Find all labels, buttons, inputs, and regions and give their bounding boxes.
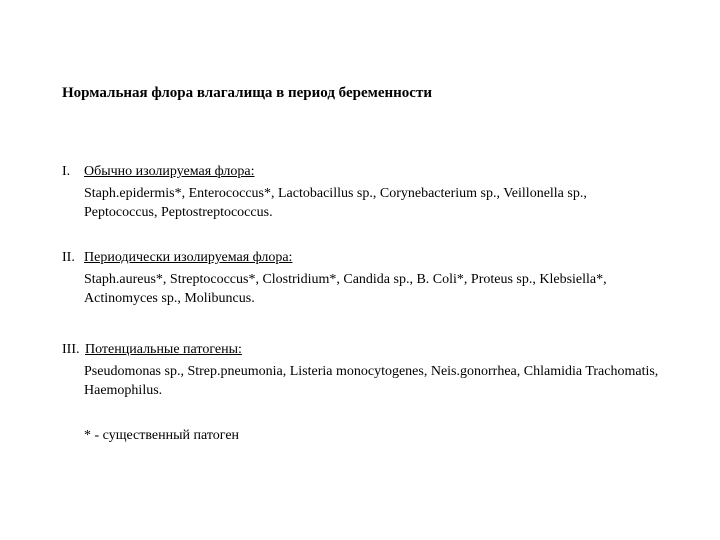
section-usual-flora	[62, 162, 662, 222]
section-heading-row	[62, 340, 662, 359]
section-numeral: III.	[62, 342, 80, 357]
footnote: * - существенный патоген	[84, 428, 240, 443]
page-title: Нормальная флора влагалища в период беременности	[62, 85, 432, 101]
section-heading: Обычно изолируемая флора:	[84, 164, 255, 179]
section-numeral: II.	[62, 250, 75, 265]
section-organism-list: Staph.epidermis*, Enterococcus*, Lactobacillus sp., Corynebacterium sp., Veillonella sp., Peptococcus, Peptostreptococcus.	[84, 186, 587, 220]
section-heading-row	[62, 162, 662, 181]
section-organism-list: Staph.aureus*, Streptococcus*, Clostridium*, Candida sp., B. Coli*, Proteus sp., Klebsiella*, Actinomyces sp., Molibuncus.	[84, 272, 607, 306]
section-heading: Потенциальные патогены:	[85, 342, 242, 357]
section-heading: Периодически изолируемая флора:	[84, 250, 293, 265]
section-organism-list: Pseudomonas sp., Strep.pneumonia, Listeria monocytogenes, Neis.gonorrhea, Chlamidia Trachomatis, Haemophilus.	[84, 364, 659, 398]
section-periodic-flora	[62, 248, 662, 308]
section-potential-pathogens	[62, 340, 662, 400]
section-numeral: I.	[62, 164, 71, 179]
section-heading-row	[62, 248, 662, 267]
